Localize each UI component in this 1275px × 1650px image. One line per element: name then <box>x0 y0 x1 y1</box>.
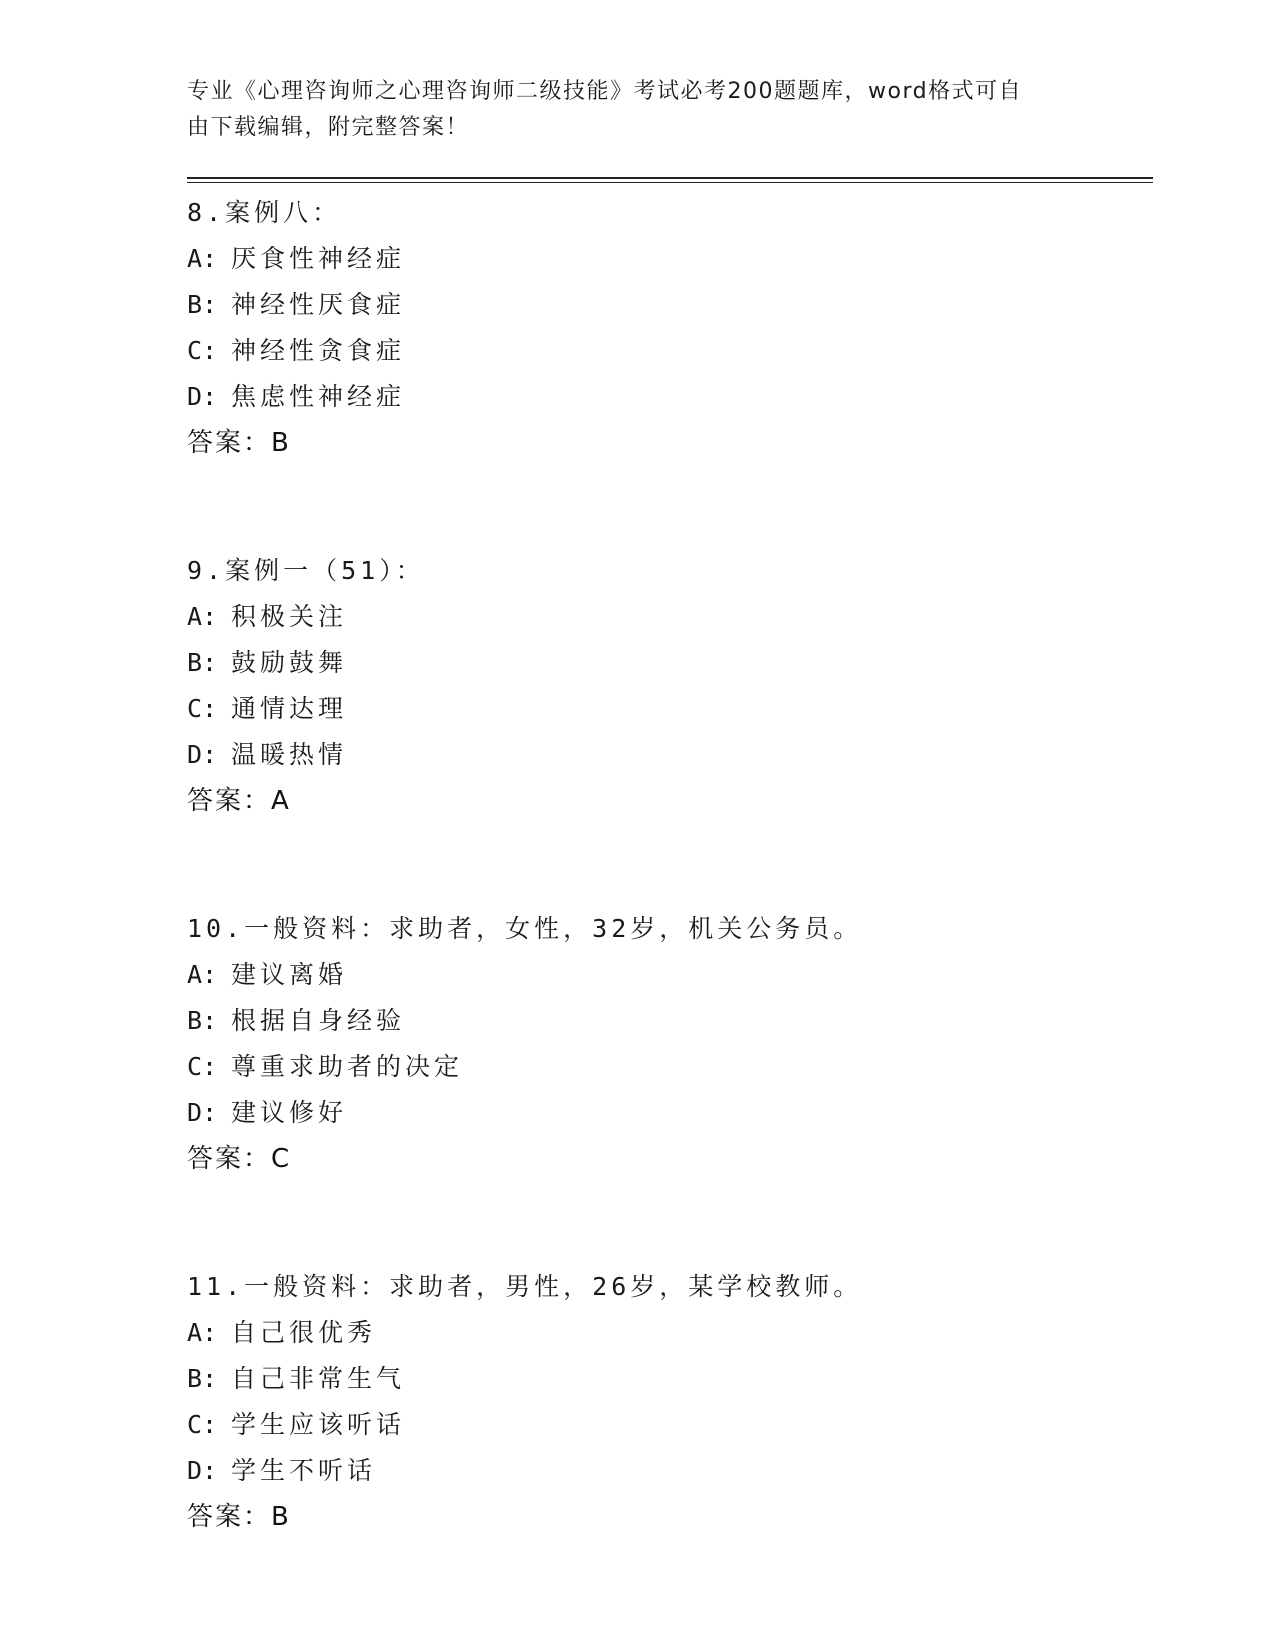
option-letter: B: <box>187 290 218 319</box>
question-10 <box>187 906 1147 1182</box>
answer: 答案：B <box>187 428 291 458</box>
option-letter: B: <box>187 648 218 677</box>
option-letter: C: <box>187 1052 218 1081</box>
answer: 答案：B <box>187 1502 291 1532</box>
option-text: 通情达理 <box>231 694 348 723</box>
option-letter: A: <box>187 1318 218 1347</box>
option-d <box>187 1090 1147 1136</box>
option-text: 学生应该听话 <box>231 1410 406 1439</box>
option-text: 学生不听话 <box>231 1456 377 1485</box>
option-a <box>187 1310 1147 1356</box>
option-text: 建议修好 <box>231 1098 348 1127</box>
option-text: 尊重求助者的决定 <box>231 1052 464 1081</box>
question-9 <box>187 548 1147 824</box>
option-text: 鼓励鼓舞 <box>231 648 348 677</box>
option-c <box>187 686 1147 732</box>
header-divider-thin <box>187 182 1153 183</box>
option-d <box>187 732 1147 778</box>
header-line-1: 专业《心理咨询师之心理咨询师二级技能》考试必考200题题库，word格式可自 <box>187 79 1023 104</box>
option-c <box>187 1044 1147 1090</box>
option-letter: D: <box>187 740 218 769</box>
answer: 答案：C <box>187 1144 292 1174</box>
option-letter: C: <box>187 694 218 723</box>
option-b <box>187 640 1147 686</box>
question-spacer <box>187 1182 1147 1264</box>
option-letter: D: <box>187 382 218 411</box>
option-letter: C: <box>187 336 218 365</box>
option-text: 焦虑性神经症 <box>231 382 406 411</box>
question-stem: 11.一般资料：求助者，男性，26岁，某学校教师。 <box>187 1272 863 1301</box>
header-line-2: 由下载编辑，附完整答案！ <box>187 115 470 140</box>
question-11 <box>187 1264 1147 1540</box>
option-letter: D: <box>187 1456 218 1485</box>
option-a <box>187 236 1147 282</box>
option-letter: A: <box>187 244 218 273</box>
question-8 <box>187 190 1147 466</box>
option-letter: D: <box>187 1098 218 1127</box>
option-d <box>187 374 1147 420</box>
option-text: 积极关注 <box>231 602 348 631</box>
option-letter: A: <box>187 602 218 631</box>
option-text: 自己很优秀 <box>231 1318 377 1347</box>
option-letter: A: <box>187 960 218 989</box>
option-a <box>187 952 1147 998</box>
option-b <box>187 998 1147 1044</box>
option-b <box>187 1356 1147 1402</box>
question-list <box>187 190 1147 1540</box>
option-text: 温暖热情 <box>231 740 348 769</box>
question-stem: 10.一般资料：求助者，女性，32岁，机关公务员。 <box>187 914 863 943</box>
question-spacer <box>187 824 1147 906</box>
option-letter: B: <box>187 1364 218 1393</box>
option-text: 厌食性神经症 <box>231 244 406 273</box>
question-stem: 9.案例一（51）： <box>187 556 425 585</box>
option-a <box>187 594 1147 640</box>
option-text: 根据自身经验 <box>231 1006 406 1035</box>
option-letter: C: <box>187 1410 218 1439</box>
option-c <box>187 328 1147 374</box>
question-stem: 8.案例八： <box>187 198 342 227</box>
option-c <box>187 1402 1147 1448</box>
question-spacer <box>187 466 1147 548</box>
option-text: 建议离婚 <box>231 960 348 989</box>
option-b <box>187 282 1147 328</box>
option-text: 自己非常生气 <box>231 1364 406 1393</box>
option-letter: B: <box>187 1006 218 1035</box>
option-text: 神经性厌食症 <box>231 290 406 319</box>
answer: 答案：A <box>187 786 291 816</box>
option-d <box>187 1448 1147 1494</box>
document-header <box>187 74 1077 146</box>
header-divider-thick <box>187 177 1153 179</box>
option-text: 神经性贪食症 <box>231 336 406 365</box>
